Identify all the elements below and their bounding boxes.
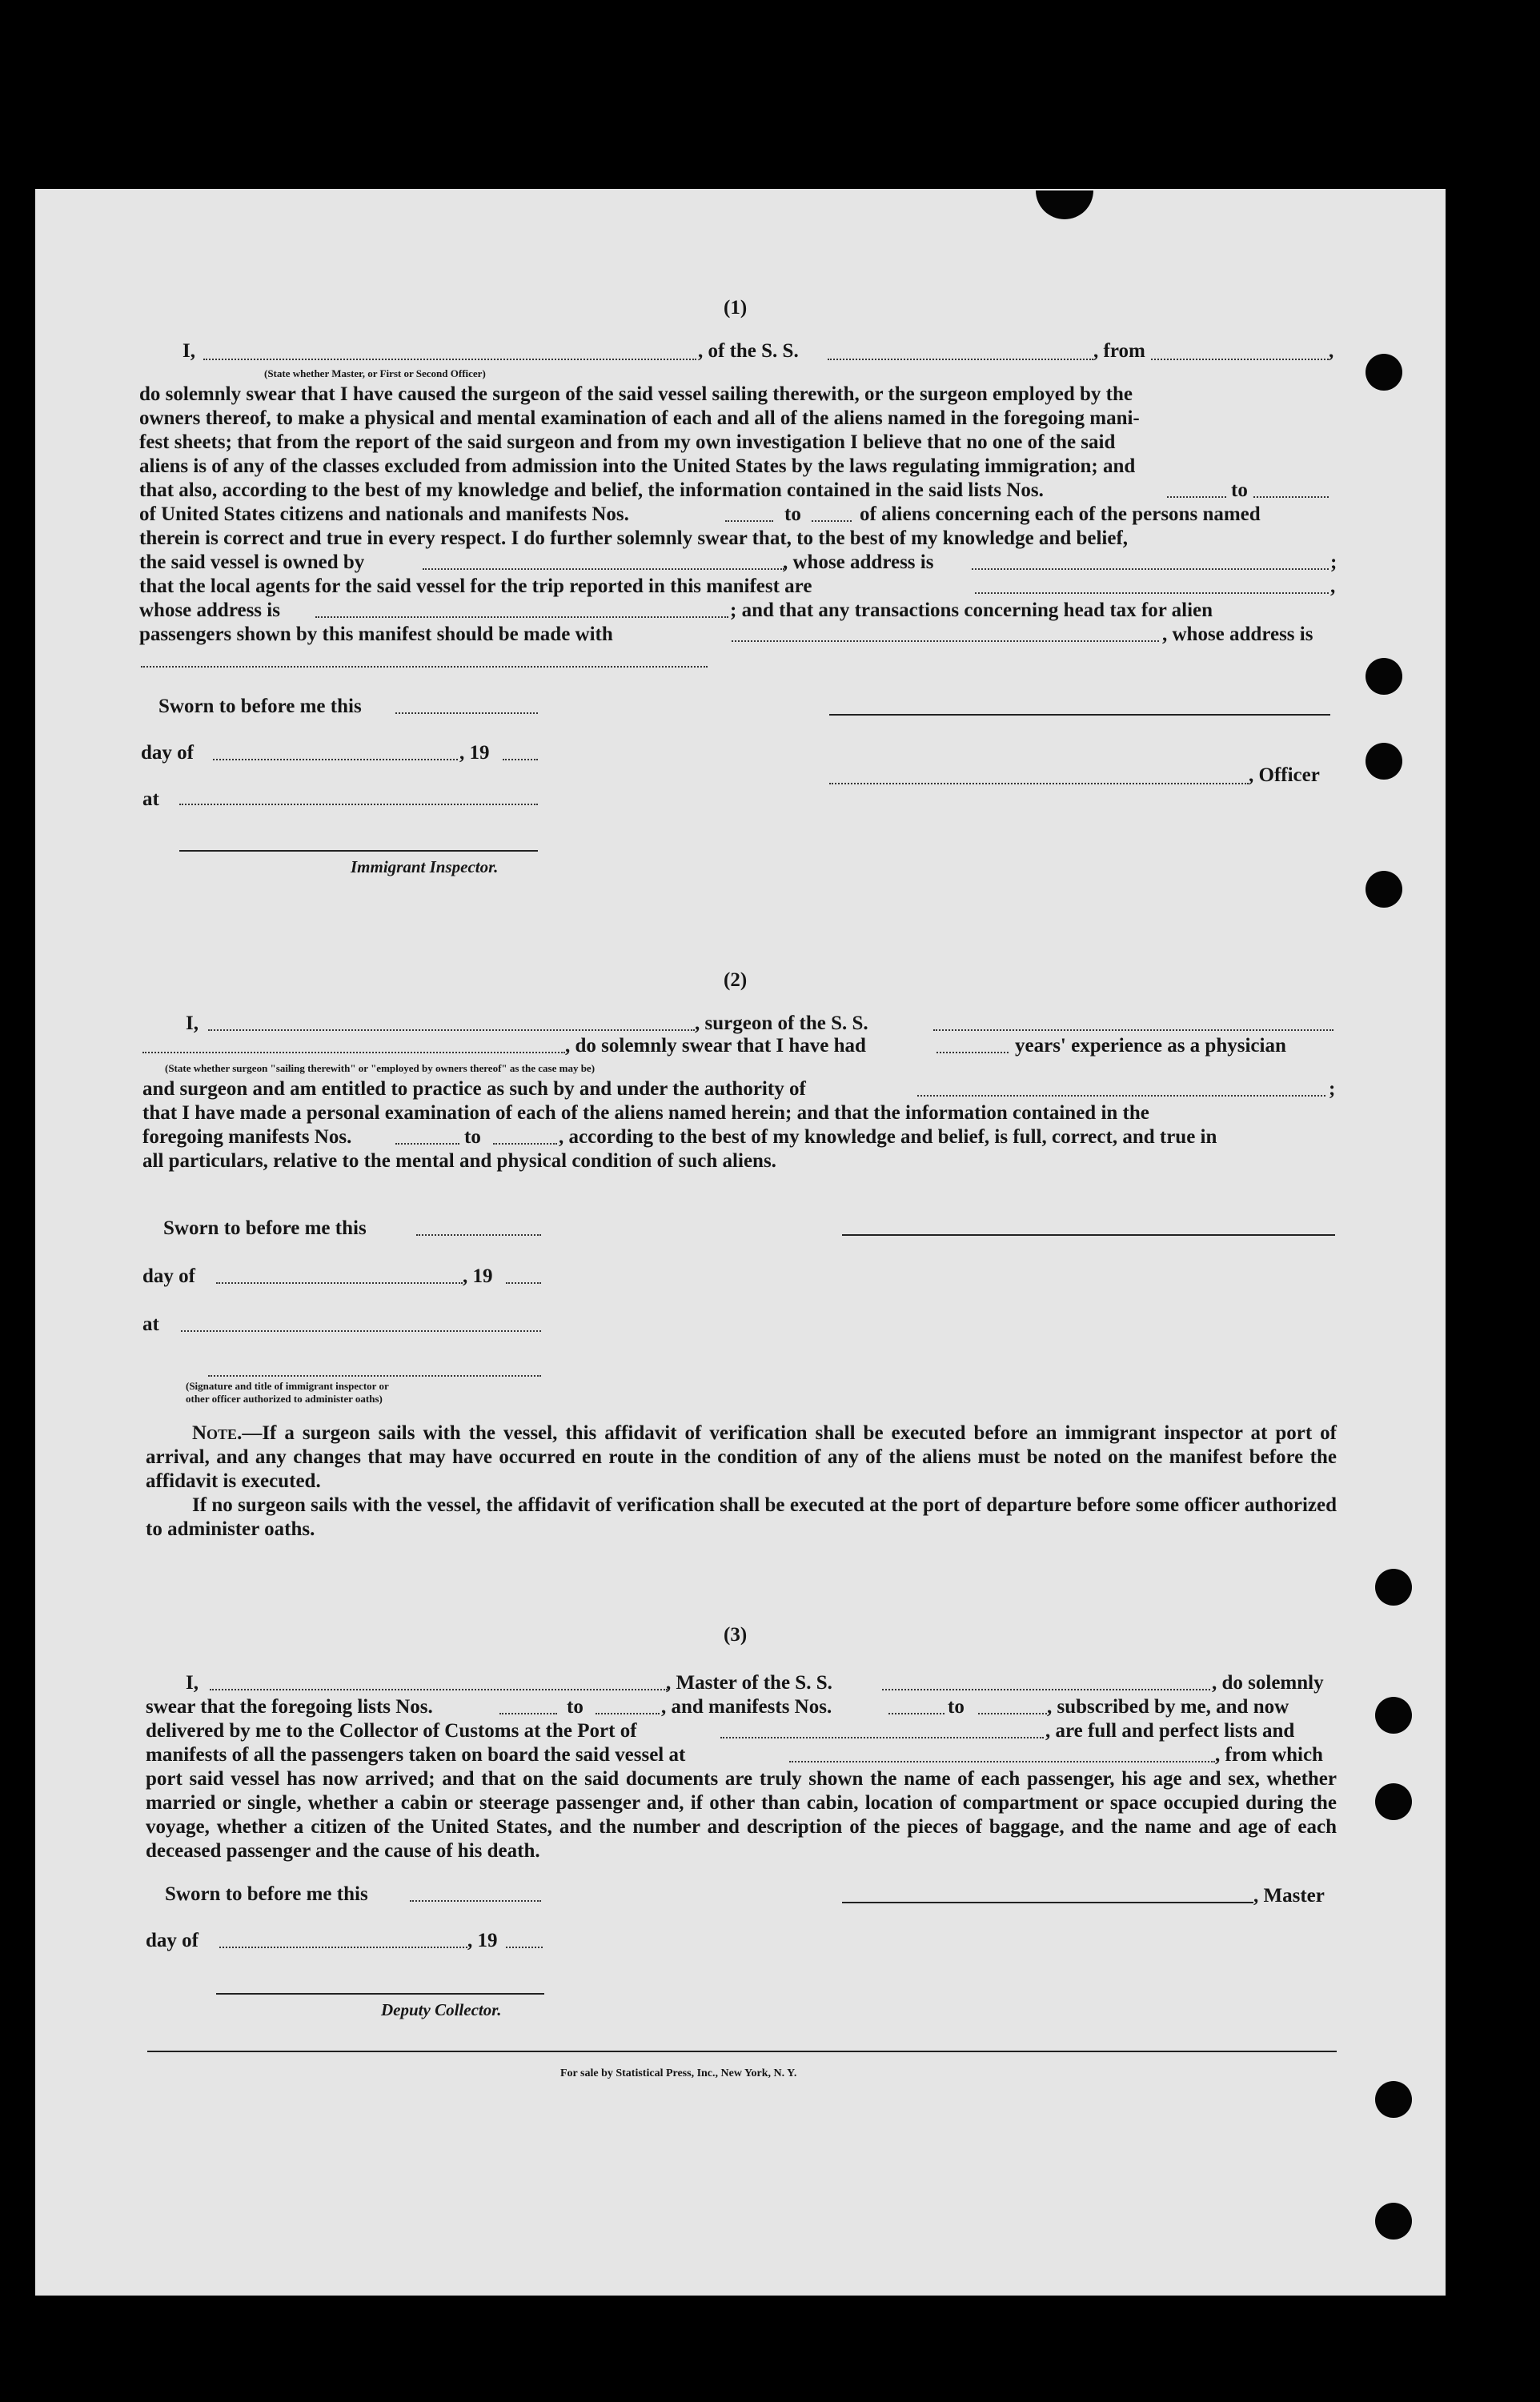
- foregoing-no-blank: [395, 1143, 459, 1145]
- year-label: , 19: [459, 742, 490, 764]
- at-blank: [179, 804, 538, 805]
- signature-line: [829, 714, 1330, 716]
- punch-hole: [1375, 1697, 1412, 1734]
- sworn-label: Sworn to before me this: [163, 1217, 367, 1239]
- officer-blank: [203, 359, 696, 360]
- footer-rule: [147, 2051, 1337, 2052]
- list-to-blank: [1253, 496, 1329, 498]
- sworn-date-blank: [410, 1900, 541, 1902]
- to-label: to: [948, 1696, 965, 1718]
- day-of-label: day of: [146, 1930, 199, 1951]
- signature-note-1: (Signature and title of immigrant inspector or: [186, 1380, 389, 1392]
- agent-address-label: whose address is: [139, 599, 280, 621]
- surgeon-note: (State whether surgeon "sailing therewith" or "employed by owners thereof" as the case may be): [165, 1062, 596, 1074]
- punch-hole: [1366, 743, 1402, 780]
- semicolon: ;: [1329, 1078, 1336, 1100]
- subscribed-label: , subscribed by me, and now: [1047, 1696, 1289, 1718]
- ship-blank: [828, 359, 1093, 360]
- surgeon-of-label: , surgeon of the S. S.: [695, 1013, 868, 1034]
- according-label: , according to the best of my knowledge and belief, is full, correct, and true in: [559, 1126, 1217, 1148]
- year-blank: [506, 1947, 543, 1948]
- semicolon: ;: [1330, 551, 1337, 573]
- oath-line-1: do solemnly swear that I have caused the surgeon of the said vessel sailing therewith, or the surgeon employed by the: [139, 383, 1133, 405]
- owner-address-label: , whose address is: [783, 551, 934, 573]
- note-text: —If a surgeon sails with the vessel, this affidavit of verification shall be executed before an immigrant inspector at port of arrival, and any changes that may have occurred en route in the condition of any of the aliens must be noted on the manifest before the affidavit is executed.: [146, 1422, 1337, 1492]
- solemnly-label: , do solemnly swear that I have had: [565, 1035, 866, 1057]
- section-2-number: (2): [724, 969, 748, 991]
- head-tax-agent-blank: [732, 640, 1159, 642]
- master-signature-line: [842, 1902, 1253, 1903]
- master-of-label: , Master of the S. S.: [666, 1672, 832, 1694]
- owned-by-label: the said vessel is owned by: [139, 551, 365, 573]
- note-paragraph: [146, 1422, 1337, 1494]
- sworn-label: Sworn to before me this: [158, 696, 362, 717]
- years-blank: [936, 1052, 1009, 1053]
- lists-no-blank: [499, 1713, 557, 1714]
- local-agents-label: that the local agents for the said vessel for the trip reported in this manifest are: [139, 575, 812, 597]
- year-label: , 19: [467, 1930, 498, 1951]
- from-blank: [1151, 359, 1329, 360]
- oath-line-2: owners thereof, to make a physical and mental examination of each and all of the aliens named in the foregoing mani-: [139, 407, 1140, 429]
- inspector-line: [179, 850, 538, 852]
- particulars-line: all particulars, relative to the mental and physical condition of such aliens.: [142, 1150, 776, 1172]
- surgeon-name-blank: [208, 1029, 695, 1031]
- officer-sign-blank: [829, 783, 1249, 784]
- signature-note-2: other officer authorized to administer oaths): [186, 1393, 383, 1405]
- surgeon-signature-line: [842, 1234, 1335, 1236]
- punch-hole: [1366, 354, 1402, 391]
- years-label: years' experience as a physician: [1015, 1035, 1286, 1057]
- sworn-date-blank: [416, 1234, 541, 1236]
- surgeon-ship-blank: [933, 1029, 1333, 1031]
- section-1-number: (1): [724, 297, 748, 319]
- punch-hole: [1375, 2081, 1412, 2118]
- head-tax-address-label: , whose address is: [1162, 624, 1313, 645]
- oath-line-3: fest sheets; that from the report of the said surgeon and from my own investigation I believe that no one of the said: [139, 431, 1116, 453]
- do-solemnly-label: , do solemnly: [1212, 1672, 1324, 1694]
- boarding-port-blank: [789, 1761, 1215, 1762]
- foregoing-label: foregoing manifests Nos.: [142, 1126, 352, 1148]
- from-label: , from: [1093, 340, 1145, 362]
- surgeon-status-blank: [142, 1052, 565, 1053]
- to-label: to: [464, 1126, 481, 1148]
- sworn-label: Sworn to before me this: [165, 1883, 368, 1905]
- oath-line-7: therein is correct and true in every respect. I do further solemnly swear that, to the best of my knowledge and belief,: [139, 527, 1129, 549]
- year-label: , 19: [463, 1265, 493, 1287]
- port-blank: [720, 1737, 1044, 1738]
- comma: ,: [1330, 575, 1336, 597]
- deputy-line: [216, 1993, 544, 1995]
- manifests-all-label: manifests of all the passengers taken on board the said vessel at: [146, 1744, 686, 1766]
- officer-note: (State whether Master, or First or Second Officer): [264, 367, 486, 379]
- head-tax-address-blank: [141, 666, 708, 668]
- section-3-body: port said vessel has now arrived; and that on the said documents are truly shown the name of each passenger, his age and sex, whether married or single, whether a cabin or steerage passenger and, if other than cabin, location of compartment or space occupied during the voyage, whether a citizen of the United States, and the number and description of the pieces of baggage, and the name and age of each deceased passenger and the cause of his death.: [146, 1768, 1337, 1862]
- lists-to-blank: [596, 1713, 660, 1714]
- at-blank: [181, 1330, 541, 1332]
- footer-text: For sale by Statistical Press, Inc., New York, N. Y.: [560, 2067, 797, 2079]
- punch-hole: [1366, 871, 1402, 908]
- head-tax-label: ; and that any transactions concerning head tax for alien: [730, 599, 1213, 621]
- authority-label: and surgeon and am entitled to practice as such by and under the authority of: [142, 1078, 806, 1100]
- punch-hole: [1375, 1569, 1412, 1606]
- day-blank: [216, 1282, 463, 1284]
- oath-line-5: that also, according to the best of my knowledge and belief, the information contained in the said lists Nos.: [139, 479, 1044, 501]
- section-1-i: I,: [182, 340, 195, 362]
- to-label: to: [567, 1696, 584, 1718]
- manifest-no-blank: [725, 520, 773, 522]
- day-of-label: day of: [142, 1265, 195, 1287]
- full-perfect-label: , are full and perfect lists and: [1045, 1720, 1295, 1742]
- from-which-label: , from which: [1215, 1744, 1323, 1766]
- section-3-number: (3): [724, 1624, 748, 1646]
- authority-blank: [917, 1095, 1325, 1097]
- to-label: to: [1231, 479, 1248, 501]
- at-label: at: [142, 1313, 159, 1335]
- day-blank: [213, 759, 458, 760]
- foregoing-to-blank: [493, 1143, 557, 1145]
- note-label: Note.: [192, 1422, 243, 1444]
- and-manifests-label: , and manifests Nos.: [661, 1696, 832, 1718]
- punch-hole: [1366, 658, 1402, 695]
- master-ship-blank: [882, 1689, 1210, 1690]
- manifest-to-blank: [812, 520, 852, 522]
- day-of-label: day of: [141, 742, 194, 764]
- day-blank: [219, 1947, 467, 1948]
- owner-blank: [423, 568, 784, 570]
- list-no-blank: [1167, 496, 1226, 498]
- agents-blank: [975, 592, 1329, 594]
- note-paragraph-2: If no surgeon sails with the vessel, the affidavit of verification shall be executed at the port of departure before some officer authorized to administer oaths.: [146, 1494, 1337, 1540]
- manifests-no-blank: [888, 1713, 944, 1714]
- year-blank: [506, 1282, 541, 1284]
- swear-label: swear that the foregoing lists Nos.: [146, 1696, 433, 1718]
- of-ss-label: , of the S. S.: [698, 340, 799, 362]
- of-aliens-label: of aliens concerning each of the persons named: [860, 503, 1261, 525]
- delivered-label: delivered by me to the Collector of Customs at the Port of: [146, 1720, 637, 1742]
- officer-signature-blank: [208, 1375, 541, 1377]
- manifests-to-blank: [978, 1713, 1047, 1714]
- punch-hole: [1375, 2203, 1412, 2240]
- section-2-i: I,: [186, 1013, 199, 1034]
- master-name-blank: [210, 1689, 668, 1690]
- comma: ,: [1329, 340, 1334, 362]
- sworn-date-blank: [395, 712, 538, 714]
- passengers-label: passengers shown by this manifest should be made with: [139, 624, 613, 645]
- owner-address-blank: [972, 568, 1329, 570]
- oath-line-4: aliens is of any of the classes excluded from admission into the United States by the laws regulating immigration; and: [139, 455, 1136, 477]
- agent-address-blank: [315, 616, 728, 618]
- punch-hole: [1375, 1783, 1412, 1820]
- section-3-i: I,: [186, 1672, 199, 1694]
- master-label: , Master: [1253, 1885, 1325, 1907]
- year-blank: [503, 759, 538, 760]
- officer-label: , Officer: [1249, 764, 1320, 786]
- examination-line: that I have made a personal examination of each of the aliens named herein; and that the information contained in the: [142, 1102, 1149, 1124]
- oath-line-6: of United States citizens and nationals and manifests Nos.: [139, 503, 629, 525]
- inspector-label: Immigrant Inspector.: [351, 857, 499, 876]
- at-label: at: [142, 788, 159, 810]
- deputy-label: Deputy Collector.: [381, 2000, 502, 2019]
- to-label: to: [784, 503, 801, 525]
